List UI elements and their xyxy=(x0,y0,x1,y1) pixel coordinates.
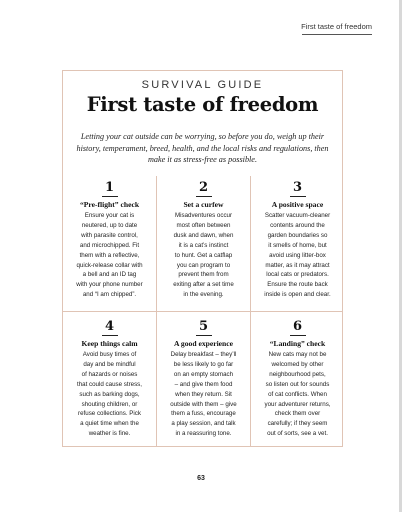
tip-line: Avoid busy times of xyxy=(82,351,137,358)
tip-line: exiting after a set time xyxy=(173,281,234,289)
tip-line: a quiet time when the xyxy=(80,420,139,428)
tip-number: 1 xyxy=(104,180,115,195)
tip-cell-2 xyxy=(157,180,250,300)
tip-number-rule xyxy=(102,196,118,197)
tip-cell-6 xyxy=(251,319,344,439)
tip-line: it is a cat’s instinct xyxy=(178,241,229,249)
tip-line: inside is open and clear. xyxy=(264,291,331,299)
tip-line: dusk and dawn, when xyxy=(173,231,234,239)
tip-line: contents around the xyxy=(270,221,325,229)
tip-line: shouting children, or xyxy=(81,400,138,408)
tip-body xyxy=(157,350,250,439)
tip-line: matter, as it may attract xyxy=(265,261,330,269)
tip-line: refuse collections. Pick xyxy=(78,410,141,418)
tip-number-rule xyxy=(290,196,306,197)
kicker: SURVIVAL GUIDE xyxy=(141,79,264,91)
tip-cell-1 xyxy=(63,180,156,300)
tip-title: Keep things calm xyxy=(81,339,138,348)
tip-number: 4 xyxy=(104,319,115,334)
tip-number-rule xyxy=(290,335,306,336)
tip-line: a bell and an ID tag xyxy=(82,271,137,279)
tip-number-rule xyxy=(196,335,212,336)
tip-cell-4 xyxy=(63,319,156,439)
tip-number-rule xyxy=(196,196,212,197)
tip-line: neutered, up to date xyxy=(81,221,138,229)
tip-line: quick-release collar with xyxy=(76,261,143,269)
tip-line: weather is fine. xyxy=(88,430,131,438)
tip-title: “Landing” check xyxy=(269,339,326,348)
tip-line: it smells of home, but xyxy=(268,241,327,249)
tip-line: check them over xyxy=(274,410,321,418)
tip-title: A positive space xyxy=(271,200,324,209)
tip-cell-5 xyxy=(157,319,250,439)
tip-line: day and be mindful xyxy=(83,360,136,368)
tip-number: 3 xyxy=(292,180,303,195)
tip-number: 5 xyxy=(198,319,209,334)
survival-guide-box xyxy=(62,70,343,447)
tip-line: welcomed by other xyxy=(271,360,324,368)
tip-line: prevent them from xyxy=(178,271,229,279)
tip-line: local cats or predators. xyxy=(266,271,329,279)
tip-body xyxy=(63,211,156,300)
tip-line: a play session, and talk xyxy=(171,420,236,428)
tip-line: most often between xyxy=(176,221,231,229)
tip-line: and “I am chipped”. xyxy=(82,291,137,299)
tip-body xyxy=(251,350,344,439)
tip-line: Delay breakfast – they’ll xyxy=(170,351,237,358)
tip-line: of hazards or noises xyxy=(81,370,138,378)
tip-line: New cats may not be xyxy=(268,351,327,358)
tip-line: neighbourhood pets, xyxy=(269,370,326,378)
tip-line: out of sorts, see a vet. xyxy=(267,430,328,438)
tip-line: Misadventures occur xyxy=(174,212,233,219)
tip-line: with your phone number xyxy=(76,281,143,289)
tip-title: Set a curfew xyxy=(183,200,224,209)
tip-body xyxy=(251,211,344,300)
grid-divider-horizontal xyxy=(63,311,342,312)
tip-line: in a reassuring tone. xyxy=(175,430,232,438)
tip-line: avoid using litter-box xyxy=(269,251,326,259)
tip-line: garden boundaries so xyxy=(267,231,328,239)
tip-number: 6 xyxy=(292,319,303,334)
running-head-rule xyxy=(302,34,372,35)
tip-line: so listen out for sounds xyxy=(265,380,330,388)
intro-text: Letting your cat outside can be worrying, so before you do, weigh up their history, temperament, breed, health, and the local risks and regulations, then make it as stress-free as possible. xyxy=(76,132,329,165)
tip-line: them a fuss, encourage xyxy=(171,410,236,418)
tip-line: that could cause stress, xyxy=(76,380,142,388)
tip-line: your adventurer returns, xyxy=(264,400,331,408)
running-head: First taste of freedom xyxy=(301,22,372,31)
tip-line: Ensure the route back xyxy=(267,281,328,289)
tip-cell-3 xyxy=(251,180,344,300)
tip-title: “Pre-flight” check xyxy=(79,200,140,209)
tip-line: – and give them food xyxy=(174,380,233,388)
tip-line: to hunt. Get a catflap xyxy=(174,251,233,259)
tip-line: on an empty stomach xyxy=(173,370,234,378)
tip-line: carefully; if they seem xyxy=(267,420,328,428)
tip-line: them with a reflective, xyxy=(79,251,140,259)
tip-line: Ensure your cat is xyxy=(84,212,135,219)
tip-line: be less likely to go far xyxy=(173,360,234,368)
page-title: First taste of freedom xyxy=(86,93,319,116)
tip-number-rule xyxy=(102,335,118,336)
tip-title: A good experience xyxy=(173,339,234,348)
tip-line: of cat conflicts. When xyxy=(268,390,327,398)
tip-line: you can program to xyxy=(176,261,231,269)
tip-number: 2 xyxy=(198,180,209,195)
tip-line: such as barking dogs, xyxy=(79,390,140,398)
tip-line: with parasite control, xyxy=(81,231,138,239)
tip-line: and microchipped. Fit xyxy=(79,241,140,249)
tip-line: when they return. Sit xyxy=(175,390,232,398)
tip-line: outside with them – give xyxy=(170,400,237,408)
tip-body xyxy=(157,211,250,300)
tip-body xyxy=(63,350,156,439)
tip-line: Scatter vacuum-cleaner xyxy=(264,212,331,219)
page-number: 63 xyxy=(197,475,205,482)
tip-line: in the evening. xyxy=(183,291,224,299)
